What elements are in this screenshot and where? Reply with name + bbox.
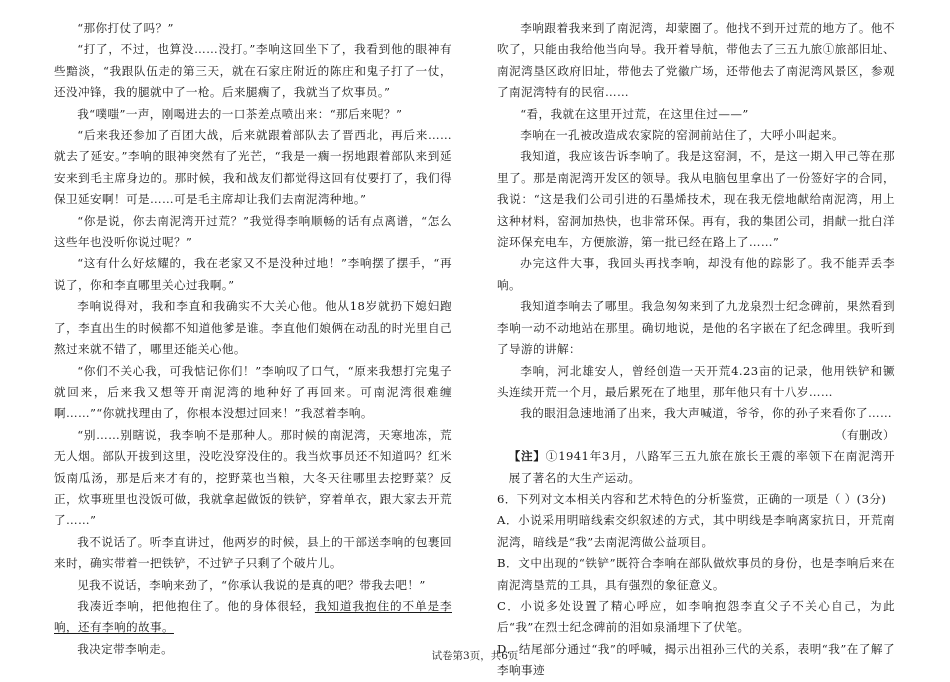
source-note: （有删改）	[835, 427, 895, 442]
underlined-sentence: 我知道我抱住的不单是李响，还有	[54, 598, 452, 635]
option-a: A．小说采用明暗线索交织叙述的方式，其中明线是李响离家抗日，开荒南泥湾，暗线是“我”去南泥湾做公益项目。	[497, 513, 895, 549]
story-paragraph: 我决定带李响走。	[77, 641, 174, 656]
story-paragraph: “你们不关心我，可我惦记你们！”李响叹了口气，“原来我想打完鬼子就回来，后来我又想等开南泥湾的地种好了再回来。可南泥湾很难缠啊……”“你就找理由了，你根本没想过回来！”我怼着李响。	[54, 363, 452, 421]
story-paragraph: 我“噗嗤”一声，刚喝进去的一口茶差点喷出来：“那后来呢？”	[77, 106, 403, 121]
story-paragraph: 我知道李响去了哪里。我急匆匆来到了九龙泉烈士纪念碑前，果然看到李响一动不动地站在那里。确切地说，是他的名字嵌在了纪念碑里。我听到了导游的讲解：	[497, 299, 895, 357]
story-paragraph: 李响跟着我来到了南泥湾，却蒙圈了。他找不到开过荒的地方了。他不吹了，只能由我给他当向导。我开着导航，带他去了三五九旅①旅部旧址、南泥湾垦区政府旧址，带他去了党徽广场，还带他去了南泥湾风景区，参观了南泥湾特有的民宿……	[497, 21, 895, 100]
option-c: C．小说多处设置了精心呼应，如李响抱怨李直父子不关心自己，为此后“我”在烈士纪念碑前的泪如泉涌埋下了伏笔。	[497, 598, 895, 635]
option-b: B．文中出现的“铁铲”既符合李响在部队做炊事员的身份，也是李响后来在南泥湾垦荒的工具，具有强烈的象征意义。	[497, 556, 895, 592]
footnote	[497, 446, 895, 489]
story-paragraph: 李响，河北雄安人，曾经创造一天开荒4.23亩的记录，他用铁铲和镢头连续开荒一个月，最后累死在了地里，那年他只有十八岁……	[497, 363, 895, 399]
page-footer: 试卷第3页，共6页	[431, 650, 519, 662]
footnote-text: ①1941年3月，八路军三五九旅在旅长王震的率领下在南泥湾开展了著名的大生产运动。	[508, 449, 896, 485]
story-paragraph: 办完这件大事，我回头再找李响，却没有他的踪影了。我不能弄丢李响。	[497, 256, 895, 292]
footnote-label: 【注】	[508, 449, 546, 464]
question-stem: 6．下列对文本相关内容和艺术特色的分析鉴赏，正确的一项是（ ）(3分)	[497, 491, 887, 506]
story-paragraph: 见我不说话，李响来劲了，“你承认我说的是真的吧？带我去吧！”	[77, 577, 426, 592]
story-paragraph: “后来我还参加了百团大战，后来就跟着部队去了晋西北，再后来……就去了延安。”李响的眼神突然有了光芒，“我是一瘸一拐地跟着部队来到延安来到毛主席身边的。那时候，我和战友们都觉得这回有仗要打了，我们得保卫延安啊！可是……可是毛主席却让我们去南泥湾种地。”	[54, 128, 452, 207]
right-column	[497, 18, 895, 682]
underlined-sentence-end: 李响的故事。	[101, 620, 174, 635]
option-d: D．结尾部分通过“我”的呼喊，揭示出祖孙三代的关系，表明“我”在了解了李响事迹	[497, 641, 895, 678]
story-paragraph-underlined	[54, 596, 452, 639]
story-paragraph: 我知道，我应该告诉李响了。我是这窑洞，不，是这一期入甲己等在那里了。那是南泥湾开发区的领导。我从电脑包里拿出了一份签好字的合同，我说：“这是我们公司引进的石墨烯技术，现在我无偿地献给南泥湾，用上这种材料，窑洞加热快，也非常环保。再有，我的集团公司，捐献一批白洋淀环保充电车，方便旅游，第一批已经在路上了……”	[497, 149, 895, 250]
story-paragraph: “这有什么好炫耀的，我在老家又不是没种过地！”李响摆了摆手，“再说了，你和李直哪里关心过我啊。”	[54, 256, 452, 292]
story-paragraph: “你是说，你去南泥湾开过荒？”我觉得李响顺畅的话有点离谱，“怎么这些年也没听你说过呢？”	[54, 213, 452, 250]
left-column	[54, 18, 452, 660]
story-paragraph: 李响在一孔被改造成农家院的窑洞前站住了，大呼小叫起来。	[520, 128, 845, 143]
story-paragraph: “看，我就在这里开过荒，在这里住过——”	[520, 106, 749, 121]
story-paragraph: “别……别瞎说，我李响不是那种人。那时候的南泥湾，天寒地冻，荒无人烟。部队开拔到这里，没吃没穿没住的。我当炊事员还不知道吗？红米饭南瓜汤，那是后来才有的，挖野菜也当粮，大冬天往哪里去挖野菜？反正，炊事班里也没饭可做，我就拿起做饭的铁铲，穿着单衣，跟大家去开荒了……”	[54, 427, 452, 528]
story-paragraph: 李响说得对，我和李直和我确实不大关心他。他从18岁就扔下媳妇跑了，李直出生的时候都不知道他爹是谁。李直他们娘俩在动乱的时光里自己熬过来就不错了，哪里还能关心他。	[54, 299, 452, 357]
story-paragraph: “打了，不过，也算没……没打。”李响这回坐下了，我看到他的眼神有些黯淡，“我跟队伍走的第三天，就在石家庄附近的陈庄和鬼子打了一仗，还没冲锋，我的腿就中了一枪。后来腿瘸了，我就当了炊事员。”	[54, 42, 452, 100]
story-paragraph: 我不说话了。听李直讲过，他两岁的时候，县上的干部送李响的包裹回来时，确实带着一把铁铲，不过铲子只剩了个破片儿。	[54, 534, 452, 571]
story-paragraph: 我的眼泪急速地涌了出来，我大声喊道，爷爷，你的孙子来看你了……	[520, 406, 892, 421]
paragraph-text: 我凑近李响，把他抱住了。他的身体很轻，	[77, 598, 315, 613]
story-paragraph: “那你打仗了吗？”	[77, 21, 174, 35]
